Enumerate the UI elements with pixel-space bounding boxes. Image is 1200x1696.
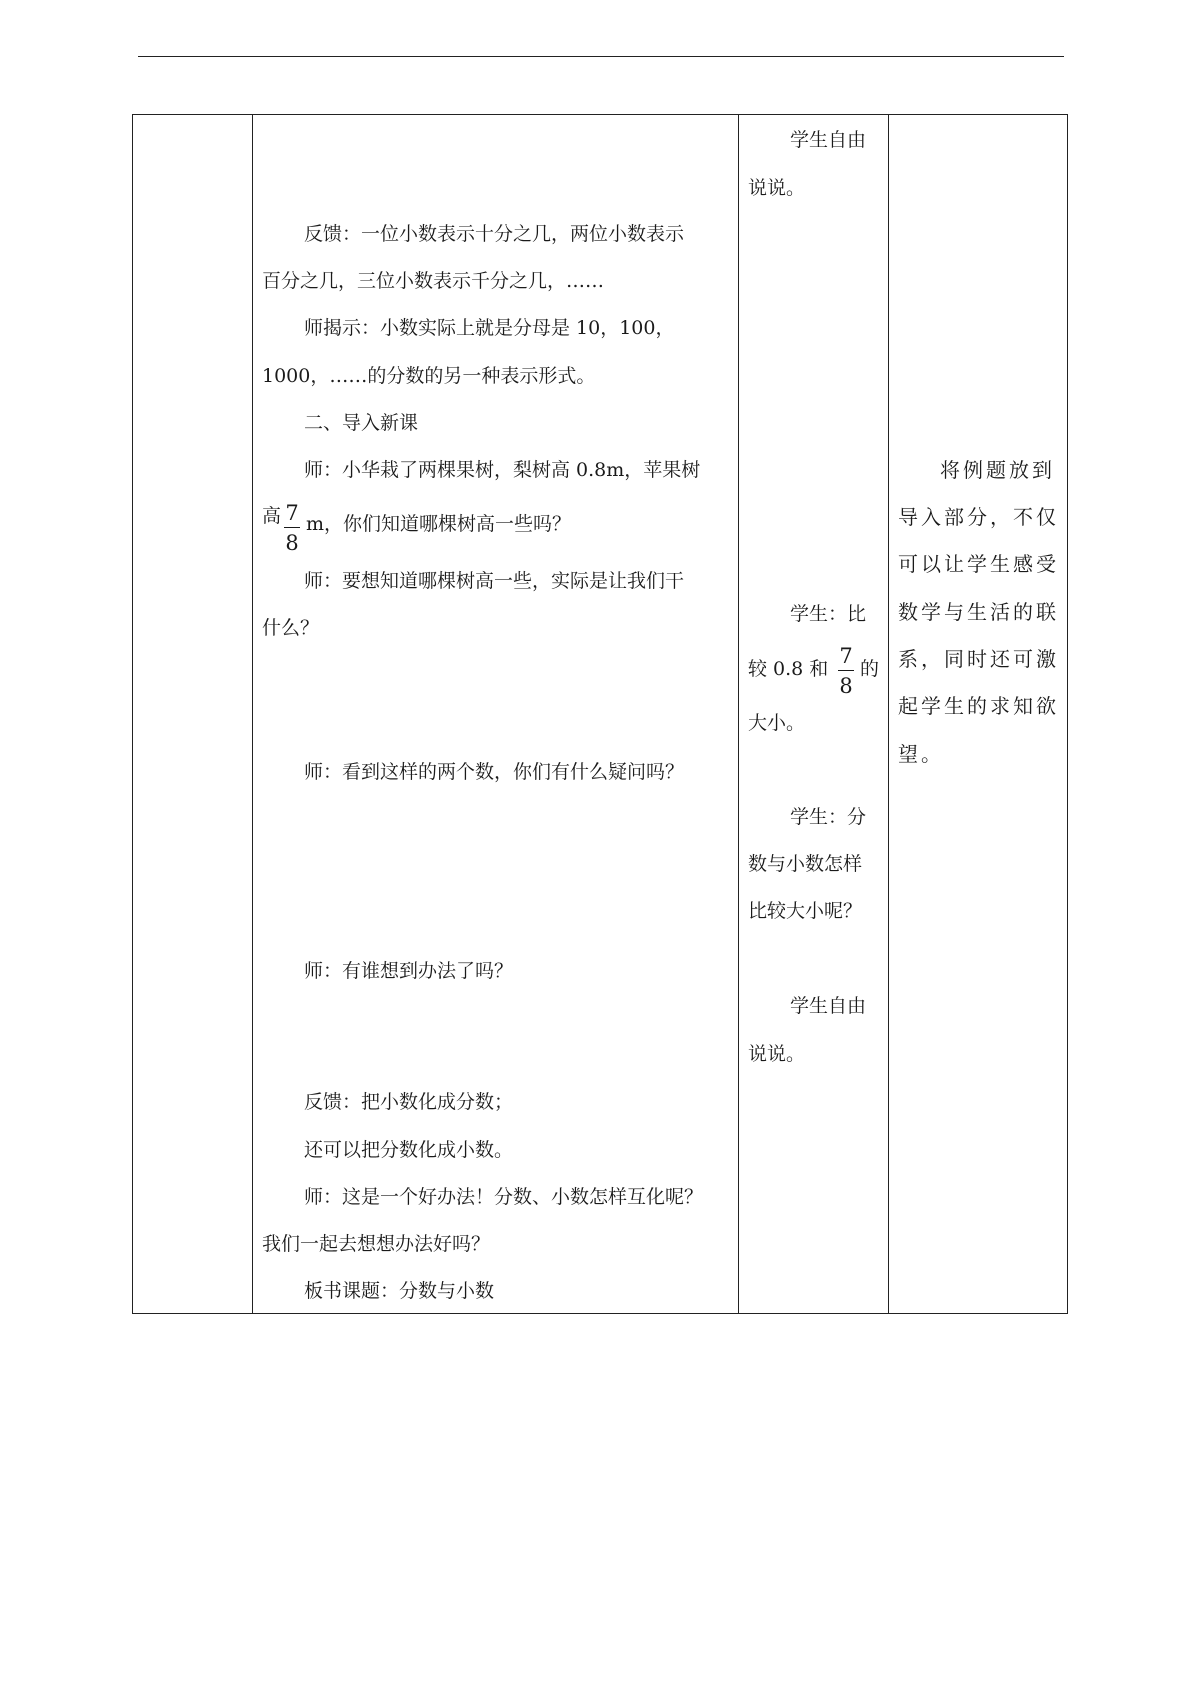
stage-label-cell — [132, 114, 252, 1314]
paragraph: 师：有谁想到办法了吗？ — [304, 960, 514, 982]
paragraph: 什么？ — [262, 617, 320, 639]
paragraph: 师：看到这样的两个数，你们有什么疑问吗？ — [304, 761, 685, 783]
paragraph: 百分之几，三位小数表示千分之几，…… — [262, 270, 605, 292]
fraction-numerator: 7 — [839, 644, 853, 668]
design-note: 导入部分，不仅 — [898, 505, 1059, 529]
student-response: 数与小数怎样 — [748, 853, 863, 875]
student-response-prefix: 较 0.8 和 — [748, 658, 829, 680]
design-note: 起学生的求知欲 — [898, 694, 1059, 718]
fraction-bar — [284, 527, 300, 528]
section-heading: 二、导入新课 — [304, 412, 419, 434]
teaching-process-cell — [252, 114, 738, 1314]
design-note: 将例题放到 — [940, 458, 1055, 482]
paragraph: 师：小华栽了两棵果树，梨树高 0.8m，苹果树 — [304, 459, 701, 481]
fraction-bar — [838, 670, 854, 671]
student-activity-cell — [738, 114, 888, 1314]
student-response: 大小。 — [748, 712, 806, 734]
student-response: 学生自由 — [790, 129, 867, 151]
paragraph: 师揭示：小数实际上就是分母是 10，100， — [304, 317, 675, 339]
student-response: 学生：分 — [790, 806, 867, 828]
lesson-plan-table — [132, 114, 1068, 1314]
student-response-suffix: 的 — [860, 658, 880, 680]
paragraph: 师：要想知道哪棵树高一些，实际是让我们干 — [304, 570, 685, 592]
paragraph: 反馈：一位小数表示十分之几，两位小数表示 — [304, 223, 685, 245]
paragraph: 我们一起去想想办法好吗？ — [262, 1233, 491, 1255]
design-note: 系，同时还可激 — [898, 647, 1059, 671]
design-note: 可以让学生感受 — [898, 552, 1059, 576]
header-rule — [138, 56, 1064, 57]
paragraph: 板书课题：分数与小数 — [304, 1280, 495, 1302]
paragraph: 还可以把分数化成小数。 — [304, 1139, 514, 1161]
student-response: 说说。 — [748, 1043, 806, 1065]
fraction-denominator: 8 — [285, 531, 299, 555]
fraction-denominator: 8 — [839, 674, 853, 698]
paragraph-prefix: 高 — [262, 505, 282, 527]
student-response: 说说。 — [748, 177, 806, 199]
paragraph: 师：这是一个好办法！分数、小数怎样互化呢？ — [304, 1186, 704, 1208]
student-response: 比较大小呢？ — [748, 900, 863, 922]
paragraph: 1000，……的分数的另一种表示形式。 — [262, 365, 596, 387]
student-response: 学生自由 — [790, 995, 867, 1017]
paragraph-suffix: m，你们知道哪棵树高一些吗？ — [306, 513, 572, 535]
paragraph: 反馈：把小数化成分数； — [304, 1091, 514, 1113]
design-note: 数学与生活的联 — [898, 600, 1059, 624]
design-note: 望。 — [898, 742, 944, 766]
student-response: 学生：比 — [790, 603, 867, 625]
fraction-numerator: 7 — [285, 501, 299, 525]
design-intent-cell — [888, 114, 1068, 1314]
